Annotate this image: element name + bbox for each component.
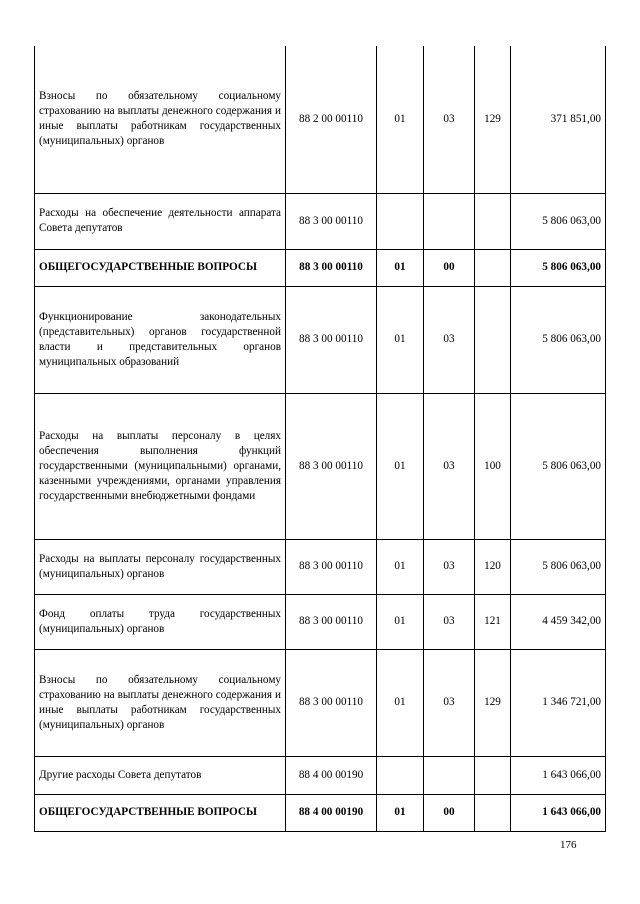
row-name: Расходы на выплаты персоналу в целях обеспечения выполнения функций государственными (муниципальными) органами, казенными учреждениями, органами управления государственными внебюджетными фондами (35, 393, 286, 539)
row-subsection: 03 (424, 649, 475, 756)
row-subsection: 00 (424, 249, 475, 286)
row-section: 01 (377, 286, 424, 393)
row-expense-type: 129 (475, 46, 511, 193)
row-amount: 5 806 063,00 (511, 393, 606, 539)
page-number: 176 (560, 839, 577, 851)
row-section: 01 (377, 46, 424, 193)
table-row (35, 756, 606, 794)
row-expense-type: 121 (475, 594, 511, 649)
row-subsection: 03 (424, 539, 475, 594)
row-code: 88 3 00 00110 (286, 594, 377, 649)
row-amount: 5 806 063,00 (511, 249, 606, 286)
row-section: 01 (377, 649, 424, 756)
row-amount: 1 346 721,00 (511, 649, 606, 756)
row-amount: 5 806 063,00 (511, 286, 606, 393)
row-code: 88 4 00 00190 (286, 794, 377, 831)
row-expense-type (475, 286, 511, 393)
row-name: ОБЩЕГОСУДАРСТВЕННЫЕ ВОПРОСЫ (35, 249, 286, 286)
row-name: Взносы по обязательному социальному страхованию на выплаты денежного содержания и иные выплаты работникам государственных (муниципальных) органов (35, 46, 286, 193)
row-section (377, 193, 424, 249)
row-subsection (424, 756, 475, 794)
table-row (35, 539, 606, 594)
row-name: Фонд оплаты труда государственных (муниципальных) органов (35, 594, 286, 649)
row-name: Другие расходы Совета депутатов (35, 756, 286, 794)
row-expense-type (475, 249, 511, 286)
row-expense-type (475, 756, 511, 794)
row-amount: 5 806 063,00 (511, 539, 606, 594)
row-name: Расходы на обеспечение деятельности аппарата Совета депутатов (35, 193, 286, 249)
row-section: 01 (377, 594, 424, 649)
row-code: 88 3 00 00110 (286, 286, 377, 393)
row-subsection: 03 (424, 46, 475, 193)
row-amount: 4 459 342,00 (511, 594, 606, 649)
table-row (35, 393, 606, 539)
budget-table-body (35, 46, 606, 831)
row-code: 88 3 00 00110 (286, 249, 377, 286)
row-amount: 1 643 066,00 (511, 794, 606, 831)
budget-table (34, 46, 606, 832)
row-code: 88 4 00 00190 (286, 756, 377, 794)
row-section: 01 (377, 393, 424, 539)
row-expense-type: 120 (475, 539, 511, 594)
table-row (35, 649, 606, 756)
table-row (35, 46, 606, 193)
row-code: 88 3 00 00110 (286, 193, 377, 249)
table-row (35, 594, 606, 649)
row-name: Функционирование законодательных (представительных) органов государственной власти и представительных органов муниципальных образований (35, 286, 286, 393)
row-section (377, 756, 424, 794)
row-subsection (424, 193, 475, 249)
row-expense-type: 129 (475, 649, 511, 756)
row-subsection: 03 (424, 594, 475, 649)
table-row (35, 794, 606, 831)
row-section: 01 (377, 249, 424, 286)
row-subsection: 00 (424, 794, 475, 831)
row-section: 01 (377, 539, 424, 594)
row-section: 01 (377, 794, 424, 831)
row-amount: 5 806 063,00 (511, 193, 606, 249)
row-amount: 1 643 066,00 (511, 756, 606, 794)
row-code: 88 3 00 00110 (286, 649, 377, 756)
row-subsection: 03 (424, 393, 475, 539)
row-name: Взносы по обязательному социальному страхованию на выплаты денежного содержания и иные выплаты работникам государственных (муниципальных) органов (35, 649, 286, 756)
table-row (35, 286, 606, 393)
row-name: Расходы на выплаты персоналу государственных (муниципальных) органов (35, 539, 286, 594)
table-row (35, 193, 606, 249)
row-subsection: 03 (424, 286, 475, 393)
row-expense-type: 100 (475, 393, 511, 539)
row-code: 88 3 00 00110 (286, 393, 377, 539)
table-row (35, 249, 606, 286)
row-amount: 371 851,00 (511, 46, 606, 193)
row-code: 88 3 00 00110 (286, 539, 377, 594)
row-code: 88 2 00 00110 (286, 46, 377, 193)
row-expense-type (475, 794, 511, 831)
row-expense-type (475, 193, 511, 249)
row-name: ОБЩЕГОСУДАРСТВЕННЫЕ ВОПРОСЫ (35, 794, 286, 831)
